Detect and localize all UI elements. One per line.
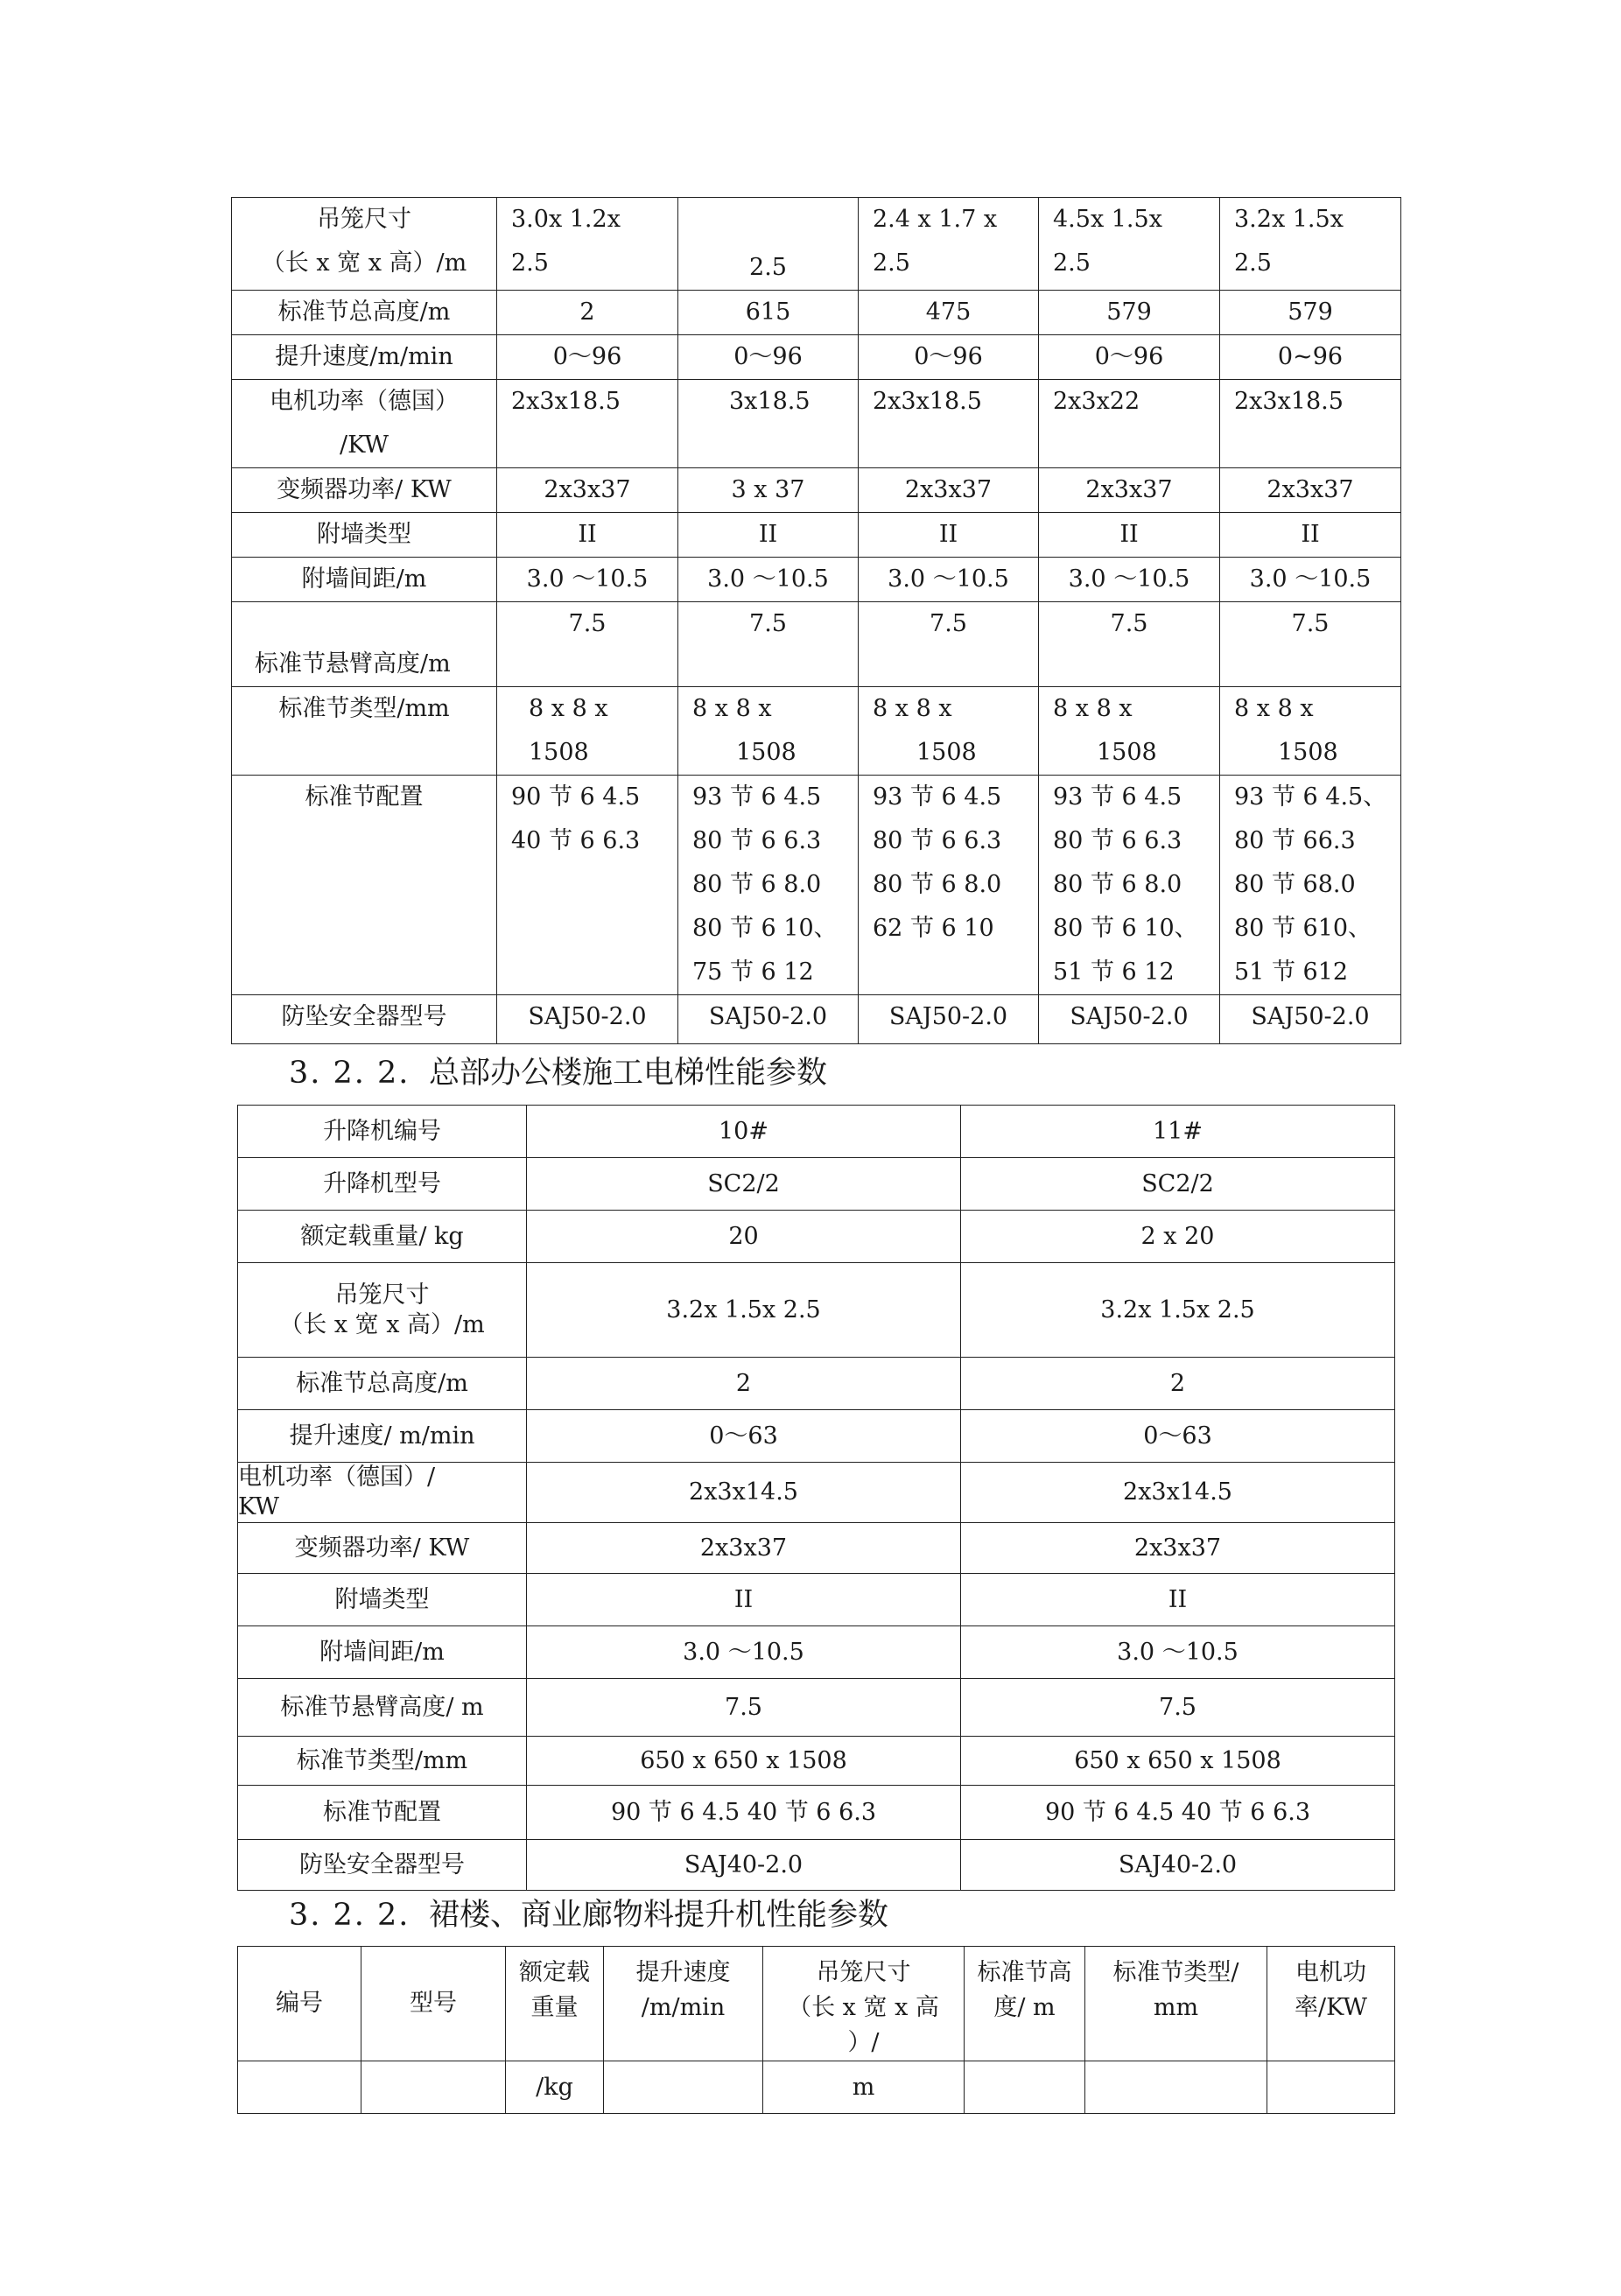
cell-line: 电机功率（德国）/: [238, 1464, 436, 1491]
row-label: [232, 380, 497, 468]
table-cell: 2x3x14.5: [961, 1463, 1395, 1523]
cell-line: 8 x 8 x: [1053, 695, 1133, 722]
row-label: [238, 1211, 527, 1263]
table-cell: [1220, 380, 1401, 468]
row-label: [238, 1358, 527, 1410]
column-header: [506, 1947, 604, 2061]
table-cell: [678, 380, 859, 468]
row-label: [238, 1523, 527, 1574]
table-row: [238, 1358, 1395, 1410]
cell-line: mm: [1153, 1994, 1199, 2021]
cell-line: 80 节 66.3: [1234, 827, 1356, 854]
table-cell: [859, 468, 1039, 513]
cell-line: 2x3x37: [1085, 476, 1173, 503]
table-cell: [678, 335, 859, 380]
cell-line: 93 节 6 4.5: [692, 783, 822, 811]
table-cell: [678, 995, 859, 1044]
cell-line: 93 节 6 4.5: [873, 783, 1002, 811]
table-cell: [678, 687, 859, 776]
cell-line: 3.0x 1.2x: [511, 206, 621, 233]
cell-line: 1508: [916, 739, 977, 766]
section-title: 裙楼、商业廊物料提升机性能参数: [429, 1898, 889, 1933]
row-label: [238, 1679, 527, 1737]
cell-line: 8 x 8 x: [1234, 695, 1314, 722]
table-cell: [1220, 468, 1401, 513]
table-cell: 0〜63: [527, 1410, 961, 1463]
cell-line: 51 节 6 12: [1053, 958, 1175, 986]
table-cell: [965, 2061, 1085, 2114]
cell-line: SAJ50-2.0: [888, 1003, 1008, 1030]
table-cell: [497, 687, 678, 776]
table-row: [238, 1263, 1395, 1358]
cell-line: 80 节 6 10、: [1053, 915, 1198, 942]
table-cell: [1220, 776, 1401, 995]
table-row: [238, 1106, 1395, 1158]
row-label: [238, 1463, 527, 1523]
cell-line: 579: [1106, 298, 1152, 326]
cell-line: 标准节悬臂高度/m: [255, 650, 451, 678]
table-cell: II: [527, 1574, 961, 1626]
table-row: [232, 335, 1401, 380]
cell-line: 额定载: [519, 1959, 590, 1986]
table-row: [238, 1410, 1395, 1463]
table-cell: 2: [527, 1358, 961, 1410]
row-label: [232, 468, 497, 513]
cell-line: 8 x 8 x: [529, 695, 608, 722]
table-cell: [678, 558, 859, 602]
row-label: [238, 1786, 527, 1840]
cell-line: 8 x 8 x: [692, 695, 772, 722]
table-cell: [678, 513, 859, 558]
table-row: [232, 513, 1401, 558]
cell-line: 579: [1288, 298, 1333, 326]
table-cell: [497, 776, 678, 995]
cell-line: 附墙类型: [317, 521, 411, 548]
cell-line: SAJ50-2.0: [1251, 1003, 1370, 1030]
cell-line: 2.5: [873, 249, 910, 277]
table-cell: 650 x 650 x 1508: [527, 1737, 961, 1786]
table-cell: [859, 776, 1039, 995]
table-cell: 3.2x 1.5x 2.5: [527, 1263, 961, 1358]
table-cell: [859, 380, 1039, 468]
cell-line: 重量: [530, 1994, 579, 2021]
table-cell: [1039, 687, 1220, 776]
table-cell: [497, 513, 678, 558]
cell-line: 吊笼尺寸: [334, 1281, 430, 1309]
table-row: [238, 1840, 1395, 1891]
cell-line: 1508: [529, 739, 589, 766]
table-cell: SAJ40-2.0: [527, 1840, 961, 1891]
column-header: [604, 1947, 763, 2061]
table-cell: [1039, 995, 1220, 1044]
table-cell: [1039, 335, 1220, 380]
table-cell: [678, 468, 859, 513]
row-label: [232, 602, 497, 687]
cell-line: SAJ50-2.0: [708, 1003, 828, 1030]
cell-line: 编号: [276, 1990, 323, 2017]
row-label: [238, 1106, 527, 1158]
cell-line: 4.5x 1.5x: [1053, 206, 1162, 233]
cell-line: 7.5: [930, 610, 967, 637]
table-cell: [1220, 198, 1401, 291]
cell-line: 附墙类型: [334, 1585, 430, 1613]
cell-line: 标准节总高度/m: [277, 298, 451, 326]
cell-line: 3x18.5: [729, 388, 810, 415]
cell-line: 3.0 〜10.5: [1068, 565, 1190, 593]
table-cell: [1220, 291, 1401, 335]
table-row: [238, 1523, 1395, 1574]
table-row: [232, 602, 1401, 687]
table-row: [232, 198, 1401, 291]
section-number: 3. 2. 2.: [289, 1056, 411, 1091]
cell-line: 62 节 6 10: [873, 915, 994, 942]
cell-line: KW: [238, 1493, 279, 1520]
table-cell: [1039, 380, 1220, 468]
table-cell: [1085, 2061, 1267, 2114]
cell-line: 提升速度/ m/min: [289, 1422, 475, 1450]
row-label: [232, 198, 497, 291]
table-row: [238, 1737, 1395, 1786]
table-cell: [361, 2061, 506, 2114]
cell-line: ）/: [847, 2029, 880, 2056]
table-cell: [497, 380, 678, 468]
table-cell: [604, 2061, 763, 2114]
cell-line: 80 节 6 6.3: [1053, 827, 1182, 854]
table-cell: [859, 513, 1039, 558]
table-cell: [497, 602, 678, 687]
table-cell: 2x3x37: [961, 1523, 1395, 1574]
row-label: [238, 1737, 527, 1786]
cell-line: 提升速度: [635, 1959, 731, 1986]
cell-line: 2.4 x 1.7 x: [873, 206, 998, 233]
table-cell: 2x3x14.5: [527, 1463, 961, 1523]
cell-line: 额定载重量/ kg: [300, 1222, 464, 1250]
cell-line: 40 节 6 6.3: [511, 827, 641, 854]
cell-line: 1508: [1097, 739, 1157, 766]
table-cell: SC2/2: [961, 1158, 1395, 1211]
cell-line: 80 节 6 8.0: [692, 871, 822, 898]
column-header: [361, 1947, 506, 2061]
cell-line: 吊笼尺寸: [816, 1959, 911, 1986]
table-row: [232, 380, 1401, 468]
table-cell: 0〜63: [961, 1410, 1395, 1463]
table-cell: [1039, 468, 1220, 513]
row-label: [232, 291, 497, 335]
table-header-row: [238, 1947, 1395, 2061]
row-label: [238, 1840, 527, 1891]
cell-line: 升降机型号: [323, 1169, 441, 1197]
table-cell: [497, 198, 678, 291]
table-cell: [1220, 558, 1401, 602]
table-row: [238, 1463, 1395, 1523]
table-cell: [859, 335, 1039, 380]
table-row: [232, 995, 1401, 1044]
table-cell: [859, 291, 1039, 335]
cell-line: II: [1119, 521, 1139, 548]
table-cell: [859, 687, 1039, 776]
cell-line: 75 节 6 12: [692, 958, 814, 986]
cell-line: 标准节类型/: [1112, 1959, 1239, 1986]
cell-line: 附墙间距/m: [319, 1638, 445, 1666]
cell-line: 电机功: [1295, 1959, 1366, 1986]
cell-line: 475: [925, 298, 972, 326]
cell-line: 80 节 6 6.3: [692, 827, 822, 854]
table-cell: [1220, 687, 1401, 776]
cell-line: SAJ50-2.0: [1070, 1003, 1189, 1030]
table-cell: [859, 198, 1039, 291]
cell-line: 93 节 6 4.5、: [1234, 783, 1387, 811]
cell-line: 7.5: [1110, 610, 1148, 637]
cell-line: 2.5: [749, 254, 787, 281]
cell-line: 防坠安全器型号: [299, 1850, 465, 1878]
row-label: [232, 776, 497, 995]
table-row: [238, 1158, 1395, 1211]
cell-line: 2.5: [511, 249, 549, 277]
table-cell: m: [763, 2061, 965, 2114]
table-cell: 3.0 〜10.5: [961, 1626, 1395, 1679]
cell-line: 3.0 〜10.5: [526, 565, 649, 593]
cell-line: II: [938, 521, 958, 548]
table-row: [238, 1211, 1395, 1263]
table-cell: [678, 198, 859, 291]
table-cell: 3.2x 1.5x 2.5: [961, 1263, 1395, 1358]
table-cell: [497, 291, 678, 335]
table-cell: 7.5: [961, 1679, 1395, 1737]
cell-line: 80 节 6 8.0: [873, 871, 1002, 898]
cell-line: 标准节配置: [323, 1798, 441, 1826]
cell-line: 2x3x22: [1053, 388, 1140, 415]
table-cell: [1220, 335, 1401, 380]
cell-line: 3 x 37: [731, 476, 805, 503]
cell-line: 度/ m: [993, 1994, 1056, 2021]
cell-line: 0~96: [1277, 343, 1344, 370]
cell-line: 2x3x18.5: [873, 388, 982, 415]
cell-line: 7.5: [749, 610, 787, 637]
table-cell: [497, 558, 678, 602]
cell-line: 3.0 〜10.5: [888, 565, 1009, 593]
table-cell: 2 x 20: [961, 1211, 1395, 1263]
table-cell: /kg: [506, 2061, 604, 2114]
table-cell: 10#: [527, 1106, 961, 1158]
cell-line: 2x3x18.5: [1234, 388, 1344, 415]
cell-line: 0〜96: [733, 343, 803, 370]
cell-line: 7.5: [568, 610, 607, 637]
hoist-spec-table: [237, 1946, 1395, 2114]
cell-line: 率/KW: [1294, 1994, 1368, 2021]
row-label: [232, 558, 497, 602]
cell-line: 80 节 6 6.3: [873, 827, 1002, 854]
table-cell: [238, 2061, 361, 2114]
row-label: [232, 995, 497, 1044]
table-cell: 3.0 〜10.5: [527, 1626, 961, 1679]
row-label: [238, 1410, 527, 1463]
cell-line: 93 节 6 4.5: [1053, 783, 1182, 811]
cell-line: 3.2x 1.5x: [1234, 206, 1344, 233]
cell-line: 7.5: [1291, 610, 1330, 637]
cell-line: 90 节 6 4.5: [511, 783, 641, 811]
table-row: [232, 291, 1401, 335]
column-header: [965, 1947, 1085, 2061]
table-cell: [859, 995, 1039, 1044]
cell-line: 2x3x18.5: [511, 388, 621, 415]
table-cell: 20: [527, 1211, 961, 1263]
column-header: [238, 1947, 361, 2061]
table-cell: 90 节 6 4.5 40 节 6 6.3: [961, 1786, 1395, 1840]
table-cell: SAJ40-2.0: [961, 1840, 1395, 1891]
cell-line: 0〜96: [914, 343, 983, 370]
table-cell: [1220, 602, 1401, 687]
table-cell: [1220, 995, 1401, 1044]
row-label: [238, 1574, 527, 1626]
table-cell: [1039, 198, 1220, 291]
table-cell: [1039, 602, 1220, 687]
table-cell: 11#: [961, 1106, 1395, 1158]
column-header: [1267, 1947, 1395, 2061]
cell-line: II: [578, 521, 597, 548]
cell-line: 2: [579, 298, 595, 326]
table-cell: [497, 995, 678, 1044]
column-header: [763, 1947, 965, 2061]
table-cell: [497, 468, 678, 513]
elevator-spec-table-2: [237, 1105, 1395, 1891]
cell-line: 标准节总高度/m: [296, 1369, 468, 1397]
cell-line: （长 x 宽 x 高）/m: [261, 249, 467, 277]
table-cell: [1039, 776, 1220, 995]
cell-line: （长 x 宽 x 高: [788, 1994, 939, 2021]
table-cell: [1039, 291, 1220, 335]
table-row: [238, 2061, 1395, 2114]
table-cell: [678, 291, 859, 335]
row-label: [232, 513, 497, 558]
cell-line: 标准节配置: [305, 783, 424, 811]
cell-line: 防坠安全器型号: [281, 1003, 447, 1030]
table-cell: [1220, 513, 1401, 558]
cell-line: 2.5: [1234, 249, 1272, 277]
cell-line: 2.5: [1053, 249, 1091, 277]
cell-line: 吊笼尺寸: [317, 206, 411, 233]
cell-line: 3.0 〜10.5: [1249, 565, 1372, 593]
table-row: [232, 468, 1401, 513]
cell-line: II: [758, 521, 778, 548]
row-label: [232, 687, 497, 776]
cell-line: 标准节类型/mm: [296, 1746, 468, 1774]
cell-line: 标准节类型/mm: [278, 695, 450, 722]
cell-line: 电机功率（德国）: [270, 388, 459, 415]
cell-line: 80 节 68.0: [1234, 871, 1356, 898]
section-number: 3. 2. 2.: [289, 1898, 411, 1933]
row-label: [238, 1626, 527, 1679]
cell-line: 型号: [410, 1990, 457, 2017]
table-row: [238, 1679, 1395, 1737]
table-cell: 2: [961, 1358, 1395, 1410]
table-cell: [859, 558, 1039, 602]
cell-line: 1508: [1278, 739, 1338, 766]
table-cell: 2x3x37: [527, 1523, 961, 1574]
table-row: [232, 687, 1401, 776]
section-title: 总部办公楼施工电梯性能参数: [429, 1056, 828, 1091]
table-cell: [859, 602, 1039, 687]
cell-line: 3.0 〜10.5: [707, 565, 829, 593]
table-cell: SC2/2: [527, 1158, 961, 1211]
table-cell: 7.5: [527, 1679, 961, 1737]
cell-line: 附墙间距/m: [301, 565, 427, 593]
section-heading-hoist: [289, 1891, 888, 1934]
table-row: [232, 776, 1401, 995]
cell-line: SAJ50-2.0: [528, 1003, 647, 1030]
cell-line: 1508: [736, 739, 796, 766]
cell-line: 2x3x37: [1267, 476, 1354, 503]
cell-line: 80 节 610、: [1234, 915, 1372, 942]
cell-line: 80 节 6 8.0: [1053, 871, 1182, 898]
cell-line: 8 x 8 x: [873, 695, 952, 722]
cell-line: 变频器功率/ KW: [294, 1534, 470, 1562]
row-label: [238, 1158, 527, 1211]
table-cell: II: [961, 1574, 1395, 1626]
table-cell: 90 节 6 4.5 40 节 6 6.3: [527, 1786, 961, 1840]
section-heading-office-elevator: [289, 1049, 827, 1092]
table-cell: [1039, 513, 1220, 558]
table-row: [238, 1786, 1395, 1840]
cell-line: 升降机编号: [323, 1117, 441, 1145]
table-row: [232, 558, 1401, 602]
table-row: [238, 1574, 1395, 1626]
cell-line: 标准节高: [977, 1959, 1072, 1986]
cell-line: /KW: [339, 432, 389, 459]
cell-line: 0〜96: [552, 343, 622, 370]
cell-line: 615: [745, 298, 791, 326]
row-label: [232, 335, 497, 380]
cell-line: 0〜96: [1094, 343, 1164, 370]
cell-line: （长 x 宽 x 高）/m: [279, 1310, 485, 1338]
cell-line: 标准节悬臂高度/ m: [280, 1693, 484, 1721]
cell-line: 2x3x37: [544, 476, 631, 503]
cell-line: II: [1301, 521, 1320, 548]
cell-line: 51 节 612: [1234, 958, 1349, 986]
table-row: [238, 1626, 1395, 1679]
elevator-spec-table-1: [231, 197, 1401, 1044]
cell-line: 2x3x37: [904, 476, 993, 503]
cell-line: /m/min: [641, 1994, 726, 2021]
table-cell: [497, 335, 678, 380]
column-header: [1085, 1947, 1267, 2061]
table-cell: [1039, 558, 1220, 602]
table-cell: 650 x 650 x 1508: [961, 1737, 1395, 1786]
table-cell: [678, 776, 859, 995]
cell-line: 变频器功率/ KW: [277, 476, 452, 503]
table-cell: [678, 602, 859, 687]
cell-line: 80 节 6 10、: [692, 915, 838, 942]
row-label: [238, 1263, 527, 1358]
table-cell: [1267, 2061, 1395, 2114]
cell-line: 提升速度/m/min: [275, 343, 453, 370]
